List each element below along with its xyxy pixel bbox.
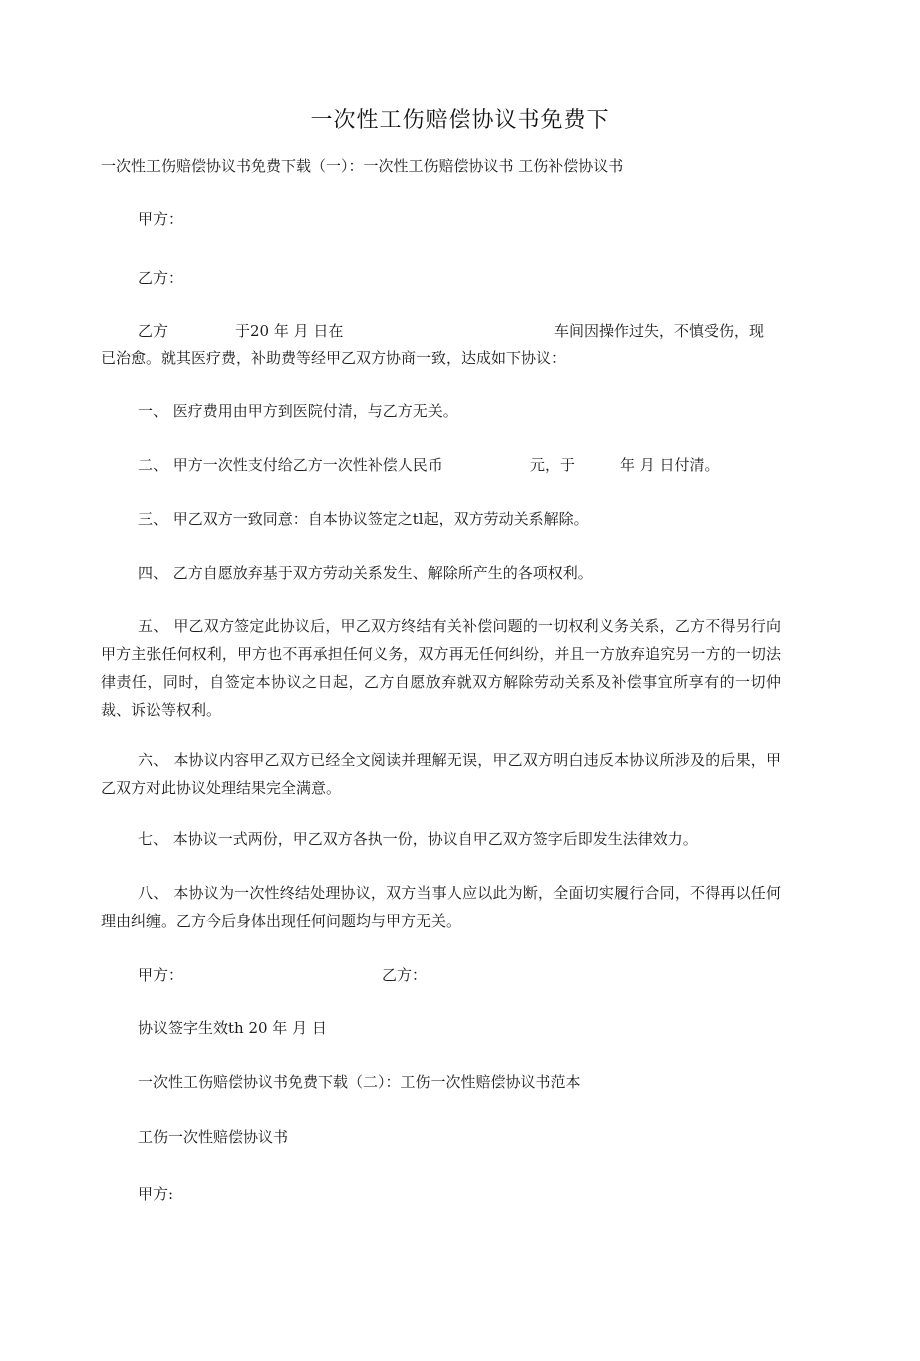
clause-5: 五、 甲乙双方签定此协议后，甲乙双方终结有关补偿问题的一切权利义务关系，乙方不得另行向甲方主张任何权利，甲方也不再承担任何义务，双方再无任何纠纷，并且一方放弃追究另一方的一切法律责任，同时，自签定本协议之日起，乙方自愿放弃就双方解除劳动关系及补偿事宜所享有的一切仲裁、诉讼等权利。	[101, 617, 781, 719]
party-b-label: 乙方：	[138, 269, 184, 287]
clause-2-prefix: 二、 甲方一次性支付给乙方一次性补偿人民币	[138, 456, 443, 474]
clause-2-date: 年 月 日付清。	[620, 456, 720, 474]
intro-date: 于20 年 月 日在	[235, 322, 344, 340]
clause-3: 三、 甲乙双方一致同意：自本协议签定之tl起，双方劳动关系解除。	[138, 510, 589, 528]
signature-party-b: 乙方：	[382, 966, 428, 984]
clause-2-yuan: 元，于	[530, 456, 576, 474]
subtitle: 一次性工伤赔偿协议书免费下载（一）：一次性工伤赔偿协议书 工伤补偿协议书	[101, 157, 624, 175]
signature-party-a: 甲方：	[138, 966, 184, 984]
clause-7: 七、 本协议一式两份，甲乙双方各执一份，协议自甲乙双方签字后即发生法律效力。	[138, 830, 698, 848]
party-a-label: 甲方：	[138, 210, 184, 228]
clause-8: 八、 本协议为一次性终结处理协议，双方当事人应以此为断，全面切实履行合同，不得再以任何理由纠缠。乙方今后身体出现任何问题均与甲方无关。	[101, 884, 781, 930]
section-2-heading: 一次性工伤赔偿协议书免费下载（二）：工伤一次性赔偿协议书范本	[138, 1073, 581, 1091]
section-2-title: 工伤一次性赔偿协议书	[138, 1128, 289, 1146]
section-2-party-a: 甲方:	[138, 1185, 174, 1203]
clause-4: 四、 乙方自愿放弃基于双方劳动关系发生、解除所产生的各项权利。	[138, 564, 593, 582]
clause-6: 六、 本协议内容甲乙双方已经全文阅读并理解无误，甲乙双方明白违反本协议所涉及的后果，甲乙双方对此协议处理结果完全满意。	[101, 751, 781, 797]
intro-accident: 车间因操作过失，不慎受伤，现	[554, 322, 765, 340]
document-title: 一次性工伤赔偿协议书免费下	[310, 108, 610, 133]
intro-line2: 已治愈。就其医疗费，补助费等经甲乙双方协商一致，达成如下协议：	[101, 349, 567, 367]
clause-1: 一、 医疗费用由甲方到医院付清，与乙方无关。	[138, 402, 458, 420]
intro-party: 乙方	[138, 322, 169, 340]
effective-date: 协议签字生效th 20 年 月 日	[138, 1019, 327, 1037]
